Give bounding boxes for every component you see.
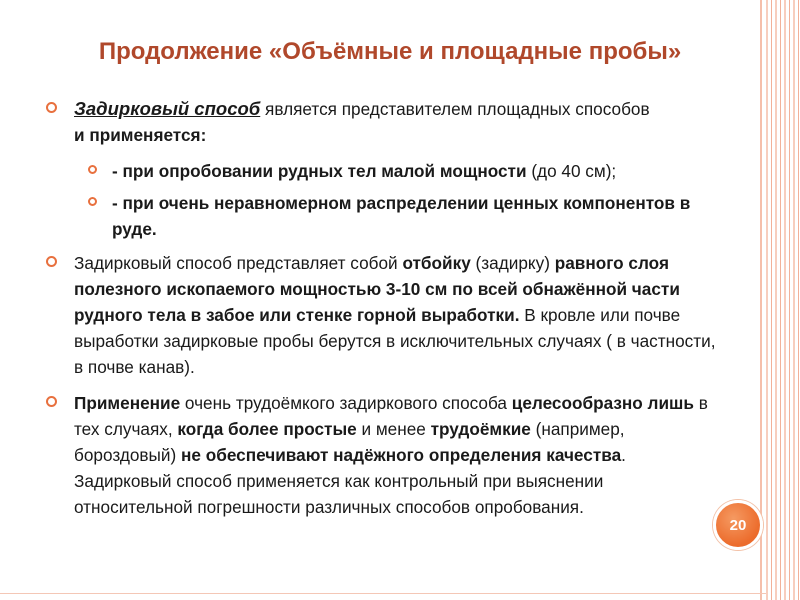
bullet-2-text-4: равного слоя полезного ископаемого мощностью 3-10 см по всей обнажённой части рудного тела в забое или стенке горной выработки. [74,253,680,325]
bullet-1-lead: Задирковый способ [74,98,261,119]
sub-bullet-circle-icon [88,197,97,206]
bullet-2 [46,250,716,380]
bullet-3-text-3: целесообразно лишь [511,393,694,413]
bullet-1-text-1: является представителем площадных способов [260,99,650,119]
bullet-3-text-4: в тех случаях, [74,393,708,439]
bullet-3-text-6: и менее [356,419,431,439]
bullet-3-text-10: . Задирковый способ применяется как контрольный при выяснении относительной погрешности различных способов опробования. [74,445,626,517]
slide-title: Продолжение «Объёмные и площадные пробы» [98,38,682,65]
bullet-1 [46,96,716,148]
bullet-2-text-1: Задирковый способ представляет собой [74,253,403,273]
sub-bullet-circle-icon [88,165,97,174]
bullet-3-text-1: Применение [74,393,181,413]
bullet-circle-icon [46,102,57,113]
bullet-circle-icon [46,256,57,267]
bullet-3-text-7: трудоёмкие [430,419,531,439]
sub-bullet-2-text: - при очень неравномерном распределении ценных компонентов в руде. [112,193,691,239]
bullet-3-text-9: не обеспечивают надёжного определения качества [181,445,622,465]
bullet-circle-icon [46,396,57,407]
sub-bullet-1 [46,158,716,184]
bullet-3 [46,390,716,520]
bullet-3-text-5: когда более простые [177,419,357,439]
bullet-3-text-8: (например, бороздовый) [74,419,625,465]
decorative-stripes [766,0,800,600]
sub-bullet-1-text-1: - при опробовании рудных тел малой мощности [112,161,527,181]
sub-bullet-2 [46,190,716,242]
bullet-2-text-2: отбойку [402,253,471,273]
bullet-2-text-3: (задирку) [470,253,555,273]
sub-bullet-1-text-2: (до 40 см); [526,161,617,181]
bottom-divider [0,593,766,594]
page-number-badge: 20 [713,500,763,550]
bullet-1-text-2: и применяется: [74,125,207,145]
bullet-2-text-5: В кровле или почве выработки задирковые пробы берутся в исключительных случаях ( в частности, в почве канав). [74,305,716,377]
bullet-3-text-2: очень трудоёмкого задиркового способа [180,393,512,413]
slide-content [46,96,716,530]
